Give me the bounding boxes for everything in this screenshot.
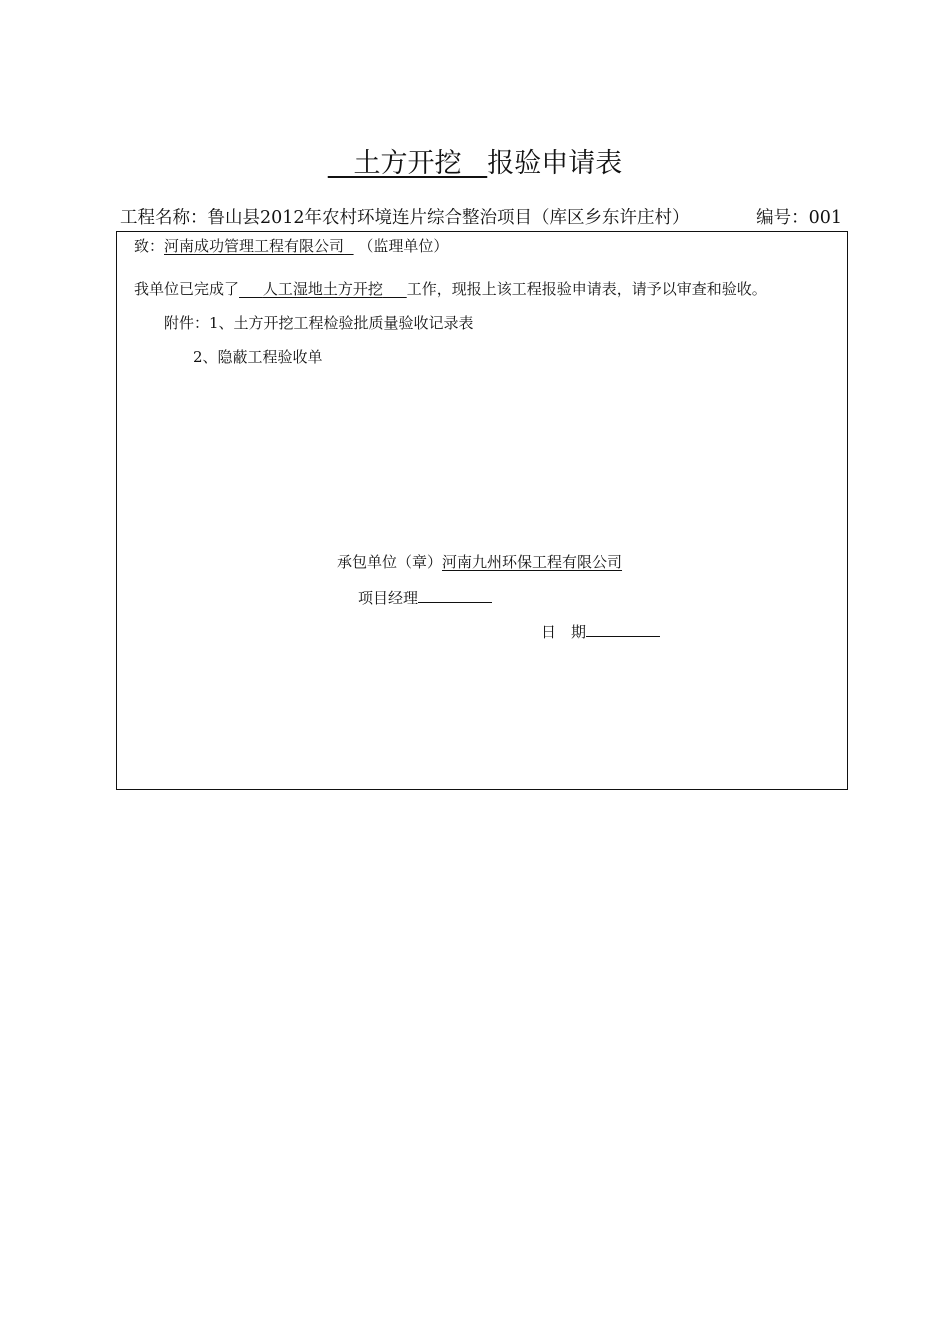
project-name-label: 工程名称： [120, 208, 208, 228]
date-line [541, 621, 660, 642]
page-title [0, 146, 950, 182]
attachment-2: 2、隐蔽工程验收单 [193, 348, 323, 366]
attachment-2-line [193, 347, 323, 367]
attachment-1-line [164, 313, 474, 333]
project-name: 鲁山县2012年农村环境连片综合整治项目（库区乡东许庄村） [207, 208, 690, 228]
completion-prefix: 我单位已完成了 [134, 280, 240, 298]
project-manager-label: 项目经理 [358, 589, 419, 607]
project-manager-signature-blank[interactable] [418, 587, 492, 603]
addressee-label: 致： [134, 237, 165, 255]
completed-work: 人工湿地土方开挖 [262, 280, 383, 298]
title-suffix: 报验申请表 [487, 148, 623, 179]
title-inspection-item: 土方开挖 [353, 148, 462, 179]
form-number-label: 编号： [756, 208, 809, 228]
supervisor-role: （监理单位） [358, 237, 449, 255]
application-form-box [116, 231, 848, 790]
project-line [120, 206, 842, 230]
attachment-1: 1、土方开挖工程检验批质量验收记录表 [209, 314, 474, 332]
completion-statement [134, 279, 767, 299]
supervisor-name: 河南成功管理工程有限公司 [164, 237, 345, 255]
date-blank[interactable] [586, 621, 660, 637]
completion-suffix: 工作，现报上该工程报验申请表，请予以审查和验收。 [406, 280, 767, 298]
date-label: 日 期 [541, 623, 587, 641]
form-number [756, 206, 842, 230]
project-manager-line [358, 587, 492, 608]
contractor-line [337, 552, 622, 572]
contractor-name: 河南九州环保工程有限公司 [442, 553, 623, 571]
attachments-label: 附件： [164, 314, 210, 332]
form-number-value: 001 [808, 208, 842, 228]
addressee-line [134, 236, 448, 256]
contractor-label: 承包单位（章） [337, 553, 443, 571]
